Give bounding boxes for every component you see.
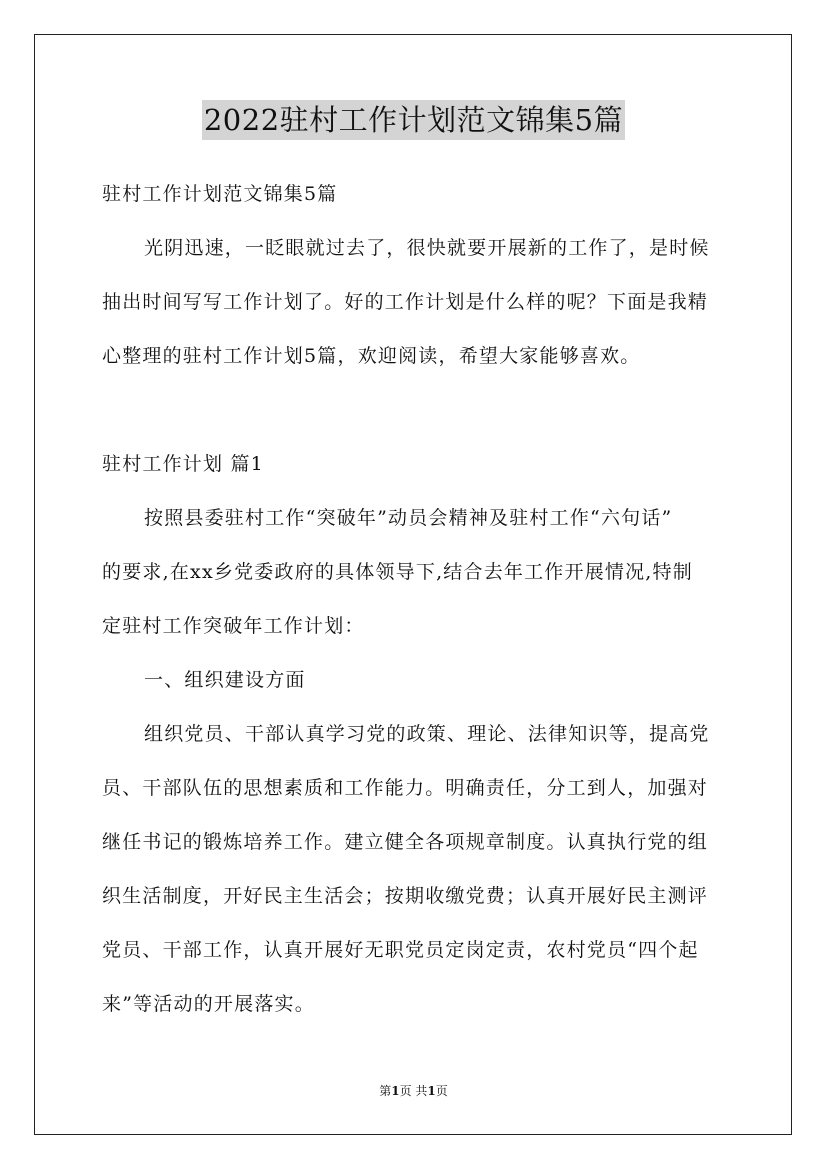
paragraph-line: 定驻村工作突破年工作计划：: [102, 615, 365, 637]
paragraph-line: 组织党员、干部认真学习党的政策、理论、法律知识等，提高党: [144, 723, 710, 745]
page-footer: [0, 1082, 827, 1099]
sub-heading: 一、组织建设方面: [144, 669, 306, 691]
document-body: [102, 172, 727, 1036]
paragraph-line: 员、干部队伍的思想素质和工作能力。明确责任，分工到人，加强对: [102, 777, 709, 799]
page-suffix: 页: [435, 1084, 448, 1098]
blank-line: [102, 388, 727, 442]
paragraph-line: 心整理的驻村工作计划5篇，欢迎阅读，希望大家能够喜欢。: [102, 345, 641, 367]
page-total: 1: [427, 1084, 436, 1098]
section-heading: 驻村工作计划 篇1: [102, 453, 264, 475]
page-prefix: 第: [379, 1084, 392, 1098]
document-title: 2022驻村工作计划范文锦集5篇: [202, 100, 625, 140]
paragraph-line: 抽出时间写写工作计划了。好的工作计划是什么样的呢？下面是我精: [102, 291, 709, 313]
paragraph-line: 光阴迅速，一眨眼就过去了，很快就要开展新的工作了，是时候: [144, 237, 710, 259]
paragraph-line: 继任书记的锻炼培养工作。建立健全各项规章制度。认真执行党的组: [102, 831, 709, 853]
paragraph-line: 党员、干部工作，认真开展好无职党员定岗定责，农村党员“四个起: [102, 939, 699, 961]
paragraph-line: 来”等活动的开展落实。: [102, 993, 315, 1015]
paragraph-line: 按照县委驻村工作“突破年”动员会精神及驻村工作“六句话”: [144, 507, 673, 529]
paragraph-line: 的要求,在xx乡党委政府的具体领导下,结合去年工作开展情况,特制: [102, 561, 693, 583]
title-container: [0, 100, 827, 140]
subtitle: 驻村工作计划范文锦集5篇: [102, 183, 338, 205]
paragraph-line: 织生活制度，开好民主生活会；按期收缴党费；认真开展好民主测评: [102, 885, 709, 907]
page-mid: 页 共: [399, 1084, 428, 1098]
page-number: 1: [391, 1084, 400, 1098]
